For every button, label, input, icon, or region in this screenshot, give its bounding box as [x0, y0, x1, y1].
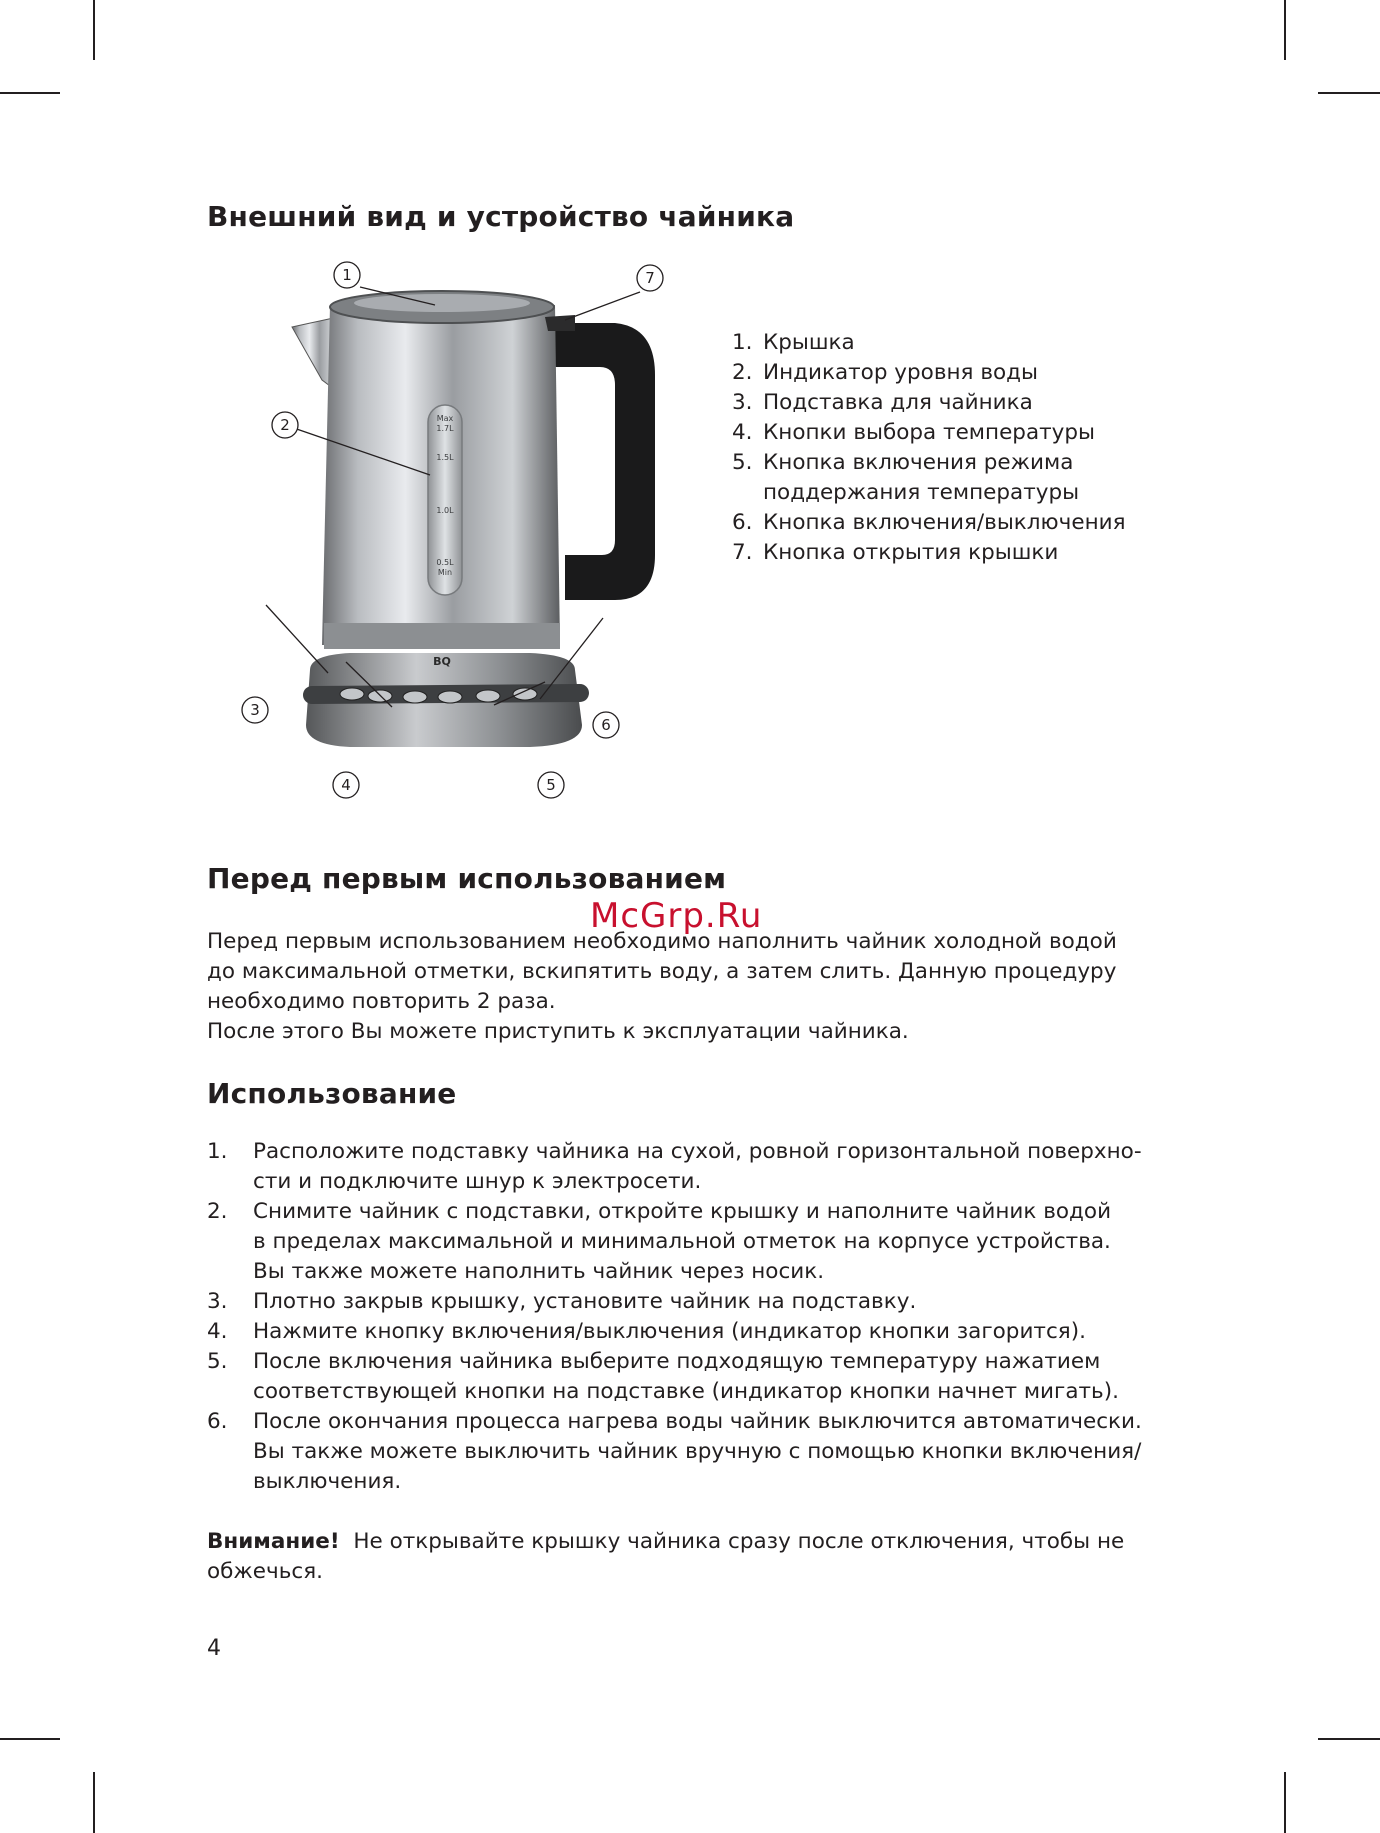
legend-item: 1. Крышка	[732, 330, 855, 355]
kettle-illustration	[230, 255, 680, 815]
crop-mark	[0, 1738, 60, 1740]
callout-4: 4	[341, 776, 351, 794]
scale-1-5: 1.5L	[436, 453, 454, 462]
brand-logo: BQ	[433, 655, 451, 668]
heading-appearance: Внешний вид и устройство чайника	[207, 200, 795, 233]
callout-6: 6	[601, 716, 611, 734]
button	[513, 688, 537, 700]
crop-mark	[93, 0, 95, 60]
crop-mark	[1318, 1738, 1380, 1740]
heading-first-use: Перед первым использованием	[207, 862, 727, 895]
legend-item: 2. Индикатор уровня воды	[732, 360, 1038, 385]
button	[340, 688, 364, 700]
text-line: необходимо повторить 2 раза.	[207, 989, 556, 1014]
crop-mark	[1318, 92, 1380, 94]
first-use-paragraph	[207, 927, 1117, 1047]
legend-item-continued: поддержания температуры	[763, 480, 1080, 505]
list-item: 6. После окончания процесса нагрева воды чайник выключится автоматически. Вы также можете выключить чайник вручную с помощью кнопки включения/ выключения.	[207, 1409, 1142, 1494]
button	[403, 691, 427, 703]
warning-note: Внимание! Не открывайте крышку чайника сразу после отключения, чтобы не обжечься.	[207, 1529, 1125, 1584]
scale-0-5: 0.5L	[436, 558, 454, 567]
button	[476, 690, 500, 702]
crop-mark	[1284, 0, 1286, 60]
legend-item: 5. Кнопка включения режима	[732, 450, 1074, 475]
crop-mark	[0, 92, 60, 94]
scale-min: Min	[437, 568, 453, 577]
callout-5: 5	[546, 776, 556, 794]
callout-1: 1	[342, 266, 352, 284]
parts-legend	[732, 328, 1126, 568]
watermark: McGrp.Ru	[590, 896, 763, 936]
list-item: 3. Плотно закрыв крышку, установите чайник на подставку.	[207, 1289, 917, 1314]
text-line: до максимальной отметки, вскипятить воду, а затем слить. Данную процедуру	[207, 959, 1117, 984]
usage-steps	[207, 1137, 1142, 1497]
legend-item: 7. Кнопка открытия крышки	[732, 540, 1059, 565]
list-item: 5. После включения чайника выберите подходящую температуру нажатием соответствующей кнопки на подставке (индикатор кнопки начнет мигать).	[207, 1349, 1119, 1404]
heading-usage: Использование	[207, 1077, 457, 1110]
callout-3: 3	[250, 701, 260, 719]
legend-item: 6. Кнопка включения/выключения	[732, 510, 1126, 535]
scale-max: Max	[436, 414, 454, 423]
callout-7: 7	[645, 269, 655, 287]
legend-item: 4. Кнопки выбора температуры	[732, 420, 1095, 445]
text-line: После этого Вы можете приступить к эксплуатации чайника.	[207, 1019, 909, 1044]
warning-label: Внимание!	[207, 1529, 340, 1554]
scale-1-0: 1.0L	[436, 506, 454, 515]
list-item: 1. Расположите подставку чайника на сухой, ровной горизонтальной поверхно- сти и подключите шнур к электросети.	[207, 1139, 1142, 1194]
list-item: 4. Нажмите кнопку включения/выключения (индикатор кнопки загорится).	[207, 1319, 1086, 1344]
callout-2: 2	[280, 416, 290, 434]
scale-1-7: 1.7L	[436, 424, 454, 433]
handle	[545, 323, 655, 600]
text-line: Перед первым использованием необходимо наполнить чайник холодной водой	[207, 929, 1117, 954]
button	[438, 691, 462, 703]
crop-mark	[1284, 1772, 1286, 1833]
page-number: 4	[207, 1636, 221, 1661]
crop-mark	[93, 1772, 95, 1833]
list-item: 2. Снимите чайник с подставки, откройте крышку и наполните чайник водой в пределах максимальной и минимальной отметок на корпусе устройства. Вы также можете наполнить чайник через носик.	[207, 1199, 1112, 1284]
legend-item: 3. Подставка для чайника	[732, 390, 1033, 415]
